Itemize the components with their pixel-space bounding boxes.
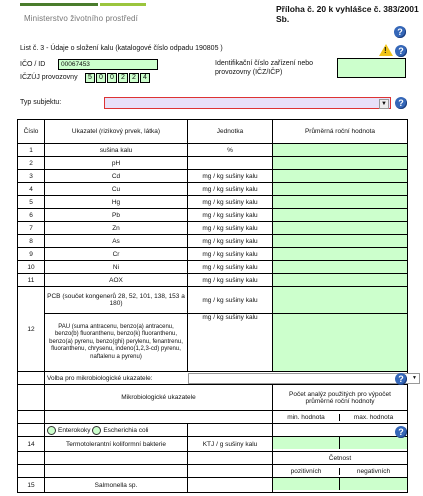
radio-enterokoky[interactable]: [47, 426, 56, 435]
row-number: 10: [18, 261, 45, 274]
row-name: As: [45, 235, 188, 248]
row-name: Cu: [45, 183, 188, 196]
header-prumerna: Průměrná roční hodnota: [273, 120, 408, 144]
pocet-label: Počet analýz použitých pro výpočet průměrné roční hodnoty: [273, 385, 408, 411]
row-name: sušina kalu: [45, 144, 188, 157]
iczuj-digit[interactable]: 2: [129, 73, 139, 83]
row-number: 8: [18, 235, 45, 248]
row-unit: mg / kg sušiny kalu: [188, 287, 273, 314]
brand-bar-light: [100, 3, 146, 6]
max-input[interactable]: [340, 437, 407, 449]
row-number: 2: [18, 157, 45, 170]
row-name: AOX: [45, 274, 188, 287]
row-unit: mg / kg sušiny kalu: [188, 261, 273, 274]
warning-icon: !: [379, 44, 393, 56]
negativnich-input[interactable]: [340, 478, 407, 490]
cetnost-inputs: [273, 478, 408, 493]
row-name: pH: [45, 157, 188, 170]
value-input[interactable]: [273, 157, 408, 170]
row-unit: mg / kg sušiny kalu: [188, 222, 273, 235]
row-name: Pb: [45, 209, 188, 222]
ico-input[interactable]: [58, 59, 158, 70]
value-input[interactable]: [273, 222, 408, 235]
row-unit: mg / kg sušiny kalu: [188, 209, 273, 222]
row-number: 15: [18, 478, 45, 493]
ident-input[interactable]: [337, 58, 406, 78]
min-input[interactable]: [273, 437, 340, 449]
max-label: max. hodnota: [353, 413, 394, 421]
row-name: PCB (součet kongenerů 28, 52, 101, 138, 153 a 180): [45, 287, 188, 314]
iczuj-digit[interactable]: 2: [118, 73, 128, 83]
row-unit: mg / kg sušiny kalu: [188, 274, 273, 287]
value-input[interactable]: [273, 196, 408, 209]
appendix-title: Příloha č. 20 k vyhlášce č. 383/2001 Sb.: [276, 4, 419, 24]
value-input[interactable]: [273, 248, 408, 261]
header-jednotka: Jednotka: [188, 120, 273, 144]
row-unit: mg / kg sušiny kalu: [188, 170, 273, 183]
row-number: 12: [18, 287, 45, 372]
iczuj-digit[interactable]: 4: [140, 73, 150, 83]
row-number: 7: [18, 222, 45, 235]
list-title: List č. 3 - Údaje o složení kalu (katalogové číslo odpadu 190805 ): [20, 45, 223, 52]
header-ukazatel: Ukazatel (rizikový prvek, látka): [45, 120, 188, 144]
micro-label: Mikrobiologické ukazatele: [45, 385, 273, 411]
pozitivnich-input[interactable]: [273, 478, 340, 490]
row-number: 14: [18, 437, 45, 452]
row-unit: mg / kg sušiny kalu: [188, 196, 273, 209]
minmax-inputs: [273, 437, 408, 452]
row-number: 11: [18, 274, 45, 287]
micro-select-row: [45, 372, 417, 385]
help-icon[interactable]: ?: [394, 26, 406, 38]
radio-label: Enterokoky: [58, 426, 91, 434]
row-unit: mg / kg sušiny kalu: [188, 235, 273, 248]
radio-ecoli[interactable]: [92, 426, 101, 435]
composition-table: [17, 119, 417, 493]
value-input[interactable]: [273, 274, 408, 287]
value-input[interactable]: [273, 287, 408, 314]
radio-label: Escherichia coli: [103, 426, 149, 434]
header-cislo: Číslo: [18, 120, 45, 144]
help-icon[interactable]: ?: [395, 426, 407, 438]
row-name: Zn: [45, 222, 188, 235]
min-label: min. hodnota: [273, 414, 340, 421]
value-input[interactable]: [273, 170, 408, 183]
brand-bar-dark: [20, 3, 98, 6]
help-icon[interactable]: ?: [395, 373, 407, 385]
row-number: 9: [18, 248, 45, 261]
ident-label: Identifikační číslo zařízení nebo provozovny (IČZ/IČP): [215, 60, 314, 76]
row-unit: [188, 157, 273, 170]
value-input[interactable]: [273, 261, 408, 274]
subject-select[interactable]: [104, 97, 391, 109]
row-unit: KTJ / g sušiny kalu: [188, 437, 273, 452]
ico-label: IČO / ID: [20, 61, 46, 68]
radio-row: [45, 424, 188, 437]
micro-select-label: Volba pro mikrobiologické ukazatele:: [47, 374, 153, 382]
value-input[interactable]: [273, 314, 408, 372]
ico-value: 00067453: [61, 61, 90, 68]
row-name: Cd: [45, 170, 188, 183]
iczuj-digit[interactable]: 0: [96, 73, 106, 83]
value-input[interactable]: [273, 183, 408, 196]
row-unit: mg / kg sušiny kalu: [188, 248, 273, 261]
cetnost-label: Četnost: [273, 452, 408, 465]
row-name: Cr: [45, 248, 188, 261]
row-number: 3: [18, 170, 45, 183]
help-icon[interactable]: ?: [395, 45, 407, 57]
row-name: Hg: [45, 196, 188, 209]
iczuj-label: IČZÚJ provozovny: [20, 74, 78, 81]
chevron-down-icon[interactable]: ▼: [412, 375, 417, 381]
row-number: 1: [18, 144, 45, 157]
row-name: PAU (suma antracenu, benzo(a) antracenu, benzo(b) fluoranthenu, benzo(k) fluoranthenu, benzo(a) pyrenu, benzo(ghi) perylenu, fenantrenu, fluoranthenu, chrysenu, indeno(1,2,3-cd) pyrenu, naftalenu a pyrenu): [45, 314, 188, 372]
row-unit: %: [188, 144, 273, 157]
row-unit: mg / kg sušiny kalu: [188, 314, 273, 372]
row-number: 6: [18, 209, 45, 222]
micro-select[interactable]: [188, 373, 420, 384]
help-icon[interactable]: ?: [395, 97, 407, 109]
iczuj-digit[interactable]: 0: [107, 73, 117, 83]
pozitivnich-label: pozitivních: [273, 468, 340, 475]
row-number: 4: [18, 183, 45, 196]
negativnich-label: negativních: [356, 467, 391, 475]
minmax-row: [273, 411, 408, 424]
row-name: Ni: [45, 261, 188, 274]
row-name: Termotolerantní koliformní bakterie: [45, 437, 188, 452]
row-unit: mg / kg sušiny kalu: [188, 183, 273, 196]
value-input[interactable]: [273, 209, 408, 222]
cetnost-row: [273, 465, 408, 478]
ministry-name: Ministerstvo životního prostředí: [24, 14, 138, 23]
value-input[interactable]: [273, 144, 408, 157]
value-input[interactable]: [273, 235, 408, 248]
subject-label: Typ subjektu:: [20, 99, 62, 106]
chevron-down-icon[interactable]: ▼: [379, 99, 389, 109]
row-name: Salmonella sp.: [45, 478, 188, 493]
row-number: 5: [18, 196, 45, 209]
iczuj-digit[interactable]: 5: [85, 73, 95, 83]
